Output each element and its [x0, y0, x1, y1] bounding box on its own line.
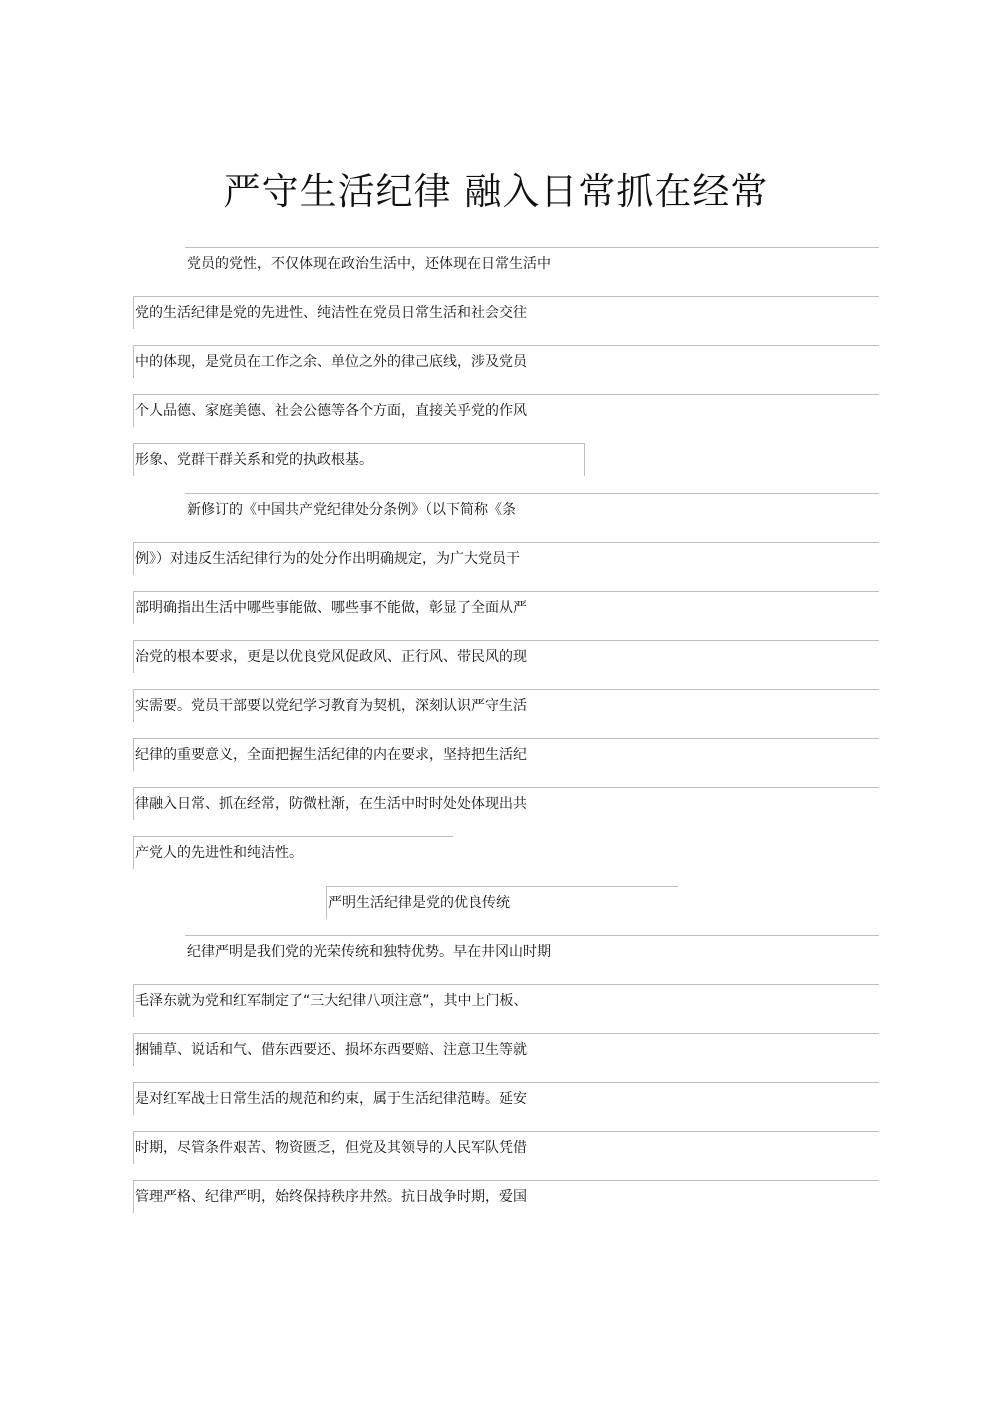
paragraph-3-line: 捆铺草、说话和气、借东西要还、损坏东西要赔、注意卫生等就 — [133, 1033, 879, 1066]
paragraph-3-line: 纪律严明是我们党的光荣传统和独特优势。早在井冈山时期 — [185, 935, 879, 968]
paragraph-2-line: 新修订的《中国共产党纪律处分条例》（以下简称《条 — [185, 493, 879, 526]
paragraph-2-line: 产党人的先进性和纯洁性。 — [133, 836, 453, 869]
page-title: 严守生活纪律 融入日常抓在经常 — [223, 170, 769, 213]
paragraph-3-line: 时期，尽管条件艰苦、物资匮乏，但党及其领导的人民军队凭借 — [133, 1131, 879, 1164]
paragraph-2-line: 纪律的重要意义，全面把握生活纪律的内在要求，坚持把生活纪 — [133, 738, 879, 771]
paragraph-1-line: 党员的党性，不仅体现在政治生活中，还体现在日常生活中 — [185, 247, 879, 280]
paragraph-1-line: 中的体现，是党员在工作之余、单位之外的律己底线，涉及党员 — [133, 345, 879, 378]
section-heading: 严明生活纪律是党的优良传统 — [326, 886, 678, 919]
paragraph-1-line: 形象、党群干群关系和党的执政根基。 — [133, 443, 585, 476]
paragraph-2-line: 部明确指出生活中哪些事能做、哪些事不能做，彰显了全面从严 — [133, 591, 879, 624]
paragraph-3-line: 管理严格、纪律严明，始终保持秩序井然。抗日战争时期，爱国 — [133, 1180, 879, 1213]
paragraph-3-line: 是对红军战士日常生活的规范和约束，属于生活纪律范畴。延安 — [133, 1082, 879, 1115]
paragraph-1-line: 党的生活纪律是党的先进性、纯洁性在党员日常生活和社会交往 — [133, 296, 879, 329]
paragraph-1-line: 个人品德、家庭美德、社会公德等各个方面，直接关乎党的作风 — [133, 394, 879, 427]
paragraph-2-line: 实需要。党员干部要以党纪学习教育为契机，深刻认识严守生活 — [133, 689, 879, 722]
paragraph-3-line: 毛泽东就为党和红军制定了“三大纪律八项注意”，其中上门板、 — [133, 984, 879, 1017]
paragraph-2-line: 例》）对违反生活纪律行为的处分作出明确规定，为广大党员干 — [133, 542, 879, 575]
paragraph-2-line: 律融入日常、抓在经常，防微杜渐，在生活中时时处处体现出共 — [133, 787, 879, 820]
paragraph-2-line: 治党的根本要求，更是以优良党风促政风、正行风、带民风的现 — [133, 640, 879, 673]
